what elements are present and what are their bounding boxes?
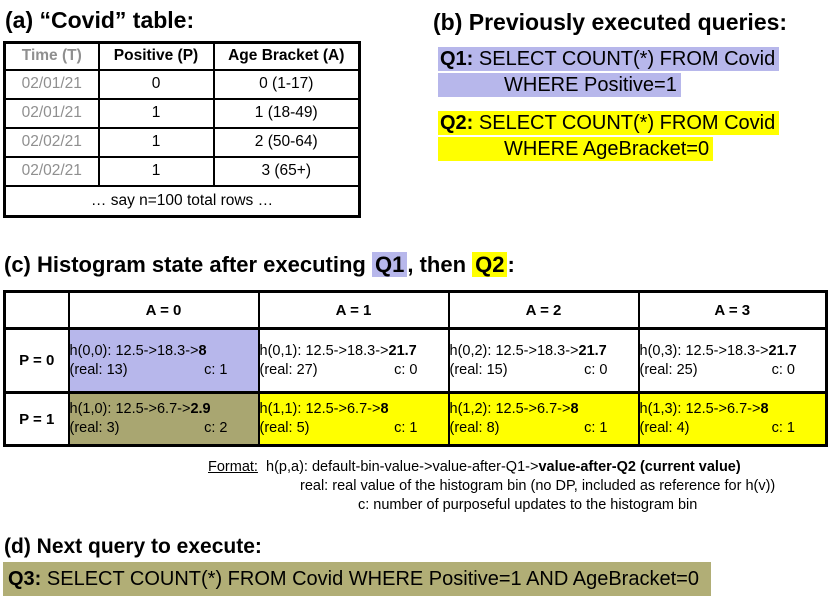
hist-cell-h03: h(0,3): 12.5->18.3->21.7 (real: 25) c: 0	[639, 329, 827, 393]
q1-label: Q1:	[440, 48, 474, 70]
q1-reference-chip: Q1	[372, 252, 407, 277]
hist-cell-h00: h(0,0): 12.5->18.3->8 (real: 13) c: 1	[69, 329, 259, 393]
query-q3	[3, 562, 711, 596]
query-q2-line2	[438, 136, 779, 162]
query-q2	[438, 110, 779, 162]
heading-a: (a) “Covid” table:	[5, 7, 195, 33]
real-value: (real: 3)	[69, 420, 120, 436]
update-count: c: 1	[204, 361, 228, 378]
covid-footer-row	[5, 186, 360, 217]
covid-cell-positive: 1	[99, 157, 214, 186]
covid-row-2	[5, 99, 360, 128]
hist-cell-h10: h(1,0): 12.5->6.7->2.9 (real: 3) c: 2	[69, 393, 259, 446]
covid-header-agebracket: Age Bracket (A)	[214, 43, 360, 70]
hist-cell-h13: h(1,3): 12.5->6.7->8 (real: 4) c: 1	[639, 393, 827, 446]
covid-cell-agebracket: 2 (50-64)	[214, 128, 360, 157]
covid-row-3	[5, 128, 360, 157]
update-count: c: 0	[584, 361, 608, 378]
col-header-a3: A = 3	[639, 292, 827, 329]
covid-cell-agebracket: 3 (65+)	[214, 157, 360, 186]
heading-d: (d) Next query to execute:	[4, 535, 262, 558]
covid-cell-agebracket: 1 (18-49)	[214, 99, 360, 128]
col-header-a1: A = 1	[259, 292, 449, 329]
update-count: c: 0	[771, 361, 795, 378]
real-value: (real: 8)	[449, 420, 500, 436]
q2-sql-line1: SELECT COUNT(*) FROM Covid	[478, 112, 776, 134]
format-line-1: Format: h(p,a): default-bin-value->value-after-Q1->value-after-Q2 (current value)	[208, 459, 741, 475]
covid-cell-time: 02/02/21	[5, 157, 99, 186]
update-count: c: 1	[584, 420, 608, 436]
covid-cell-time: 02/02/21	[5, 128, 99, 157]
covid-cell-time: 02/01/21	[5, 99, 99, 128]
row-label-p1: P = 1	[5, 393, 69, 446]
covid-row-1	[5, 70, 360, 99]
real-value: (real: 13)	[69, 361, 128, 378]
covid-cell-agebracket: 0 (1-17)	[214, 70, 360, 99]
q2-sql-line2: WHERE AgeBracket=0	[504, 138, 710, 160]
hist-cell-h11: h(1,1): 12.5->6.7->8 (real: 5) c: 1	[259, 393, 449, 446]
covid-header-row	[5, 43, 360, 70]
row-label-p0: P = 0	[5, 329, 69, 393]
real-value: (real: 27)	[259, 361, 318, 378]
histogram-row-p1	[5, 393, 827, 446]
q3-sql: SELECT COUNT(*) FROM Covid WHERE Positive=1 AND AgeBracket=0	[46, 568, 699, 590]
format-line-2: real: real value of the histogram bin (no DP, included as reference for h(v))	[300, 478, 776, 494]
heading-c	[4, 251, 515, 279]
col-header-a0: A = 0	[69, 292, 259, 329]
heading-b: (b) Previously executed queries:	[433, 9, 788, 35]
hist-cell-h02: h(0,2): 12.5->18.3->21.7 (real: 15) c: 0	[449, 329, 639, 393]
corner-cell	[5, 292, 69, 329]
real-value: (real: 25)	[639, 361, 698, 378]
covid-cell-time: 02/01/21	[5, 70, 99, 99]
format-line-3: c: number of purposeful updates to the histogram bin	[358, 497, 698, 513]
q2-label: Q2:	[440, 112, 474, 134]
update-count: c: 2	[204, 420, 228, 436]
update-count: c: 1	[771, 420, 795, 436]
query-q1	[438, 46, 779, 98]
histogram-header-row	[5, 292, 827, 329]
covid-footer: … say n=100 total rows …	[5, 186, 360, 217]
covid-row-4	[5, 157, 360, 186]
query-q2-line1	[438, 110, 779, 136]
covid-cell-positive: 1	[99, 99, 214, 128]
heading-c-mid: , then	[407, 252, 473, 277]
covid-cell-positive: 0	[99, 70, 214, 99]
q2-reference-chip: Q2	[472, 252, 507, 277]
format-label: Format:	[208, 459, 258, 475]
histogram-row-p0	[5, 329, 827, 393]
q3-label: Q3:	[8, 568, 42, 590]
heading-c-prefix: (c) Histogram state after executing	[4, 252, 372, 277]
heading-c-suffix: :	[507, 252, 515, 277]
query-q1-line1	[438, 46, 779, 72]
update-count: c: 0	[394, 361, 418, 378]
q1-sql-line2: WHERE Positive=1	[504, 74, 677, 96]
covid-cell-positive: 1	[99, 128, 214, 157]
real-value: (real: 5)	[259, 420, 310, 436]
col-header-a2: A = 2	[449, 292, 639, 329]
histogram-table	[3, 290, 828, 447]
hist-cell-h12: h(1,2): 12.5->6.7->8 (real: 8) c: 1	[449, 393, 639, 446]
real-value: (real: 4)	[639, 420, 690, 436]
covid-table	[3, 41, 361, 218]
covid-header-time: Time (T)	[5, 43, 99, 70]
real-value: (real: 15)	[449, 361, 508, 378]
covid-header-positive: Positive (P)	[99, 43, 214, 70]
format-note	[0, 458, 830, 515]
update-count: c: 1	[394, 420, 418, 436]
hist-cell-h01: h(0,1): 12.5->18.3->21.7 (real: 27) c: 0	[259, 329, 449, 393]
query-q1-line2	[438, 72, 779, 98]
q1-sql-line1: SELECT COUNT(*) FROM Covid	[478, 48, 776, 70]
